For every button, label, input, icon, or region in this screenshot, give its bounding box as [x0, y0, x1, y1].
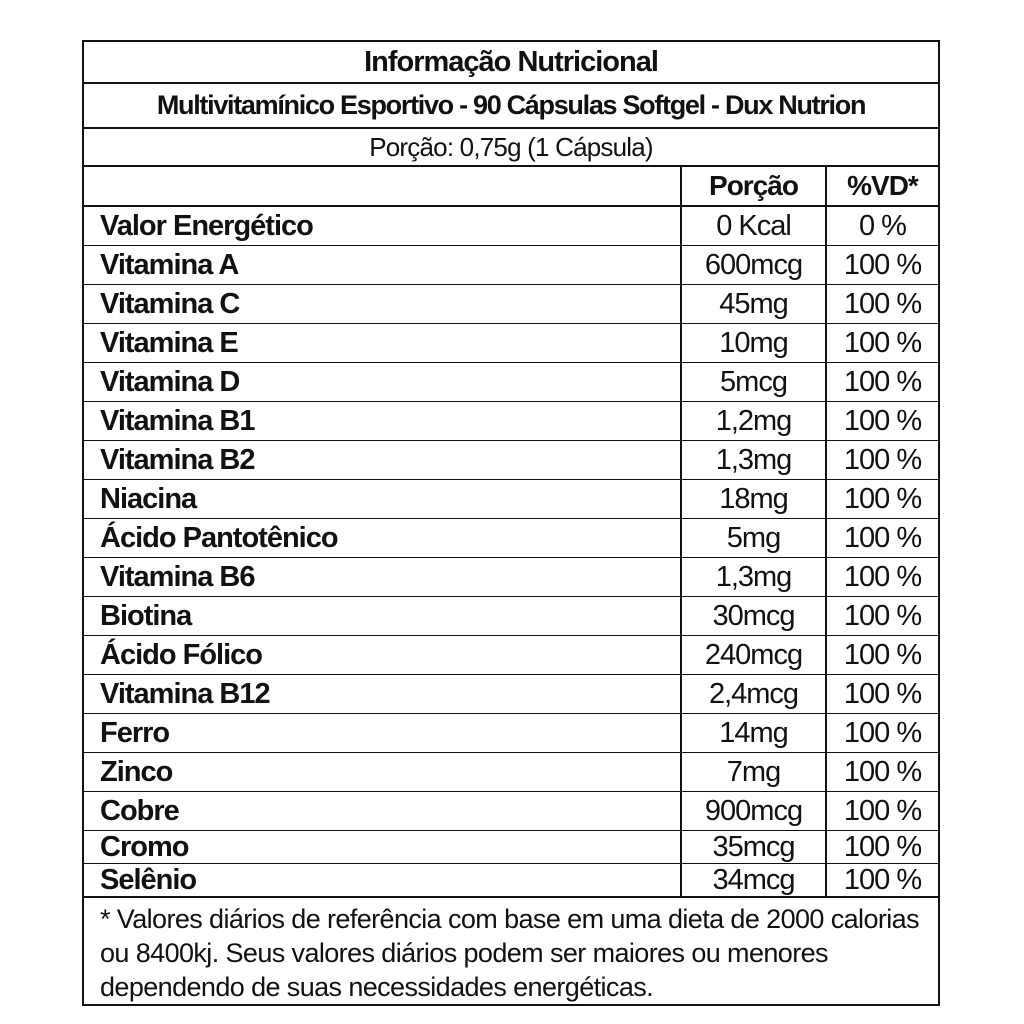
nutrient-daily-value: 100 %	[826, 675, 938, 714]
nutrient-name: Niacina	[84, 480, 681, 519]
nutrient-daily-value: 100 %	[826, 285, 938, 324]
table-row	[84, 675, 938, 714]
nutrient-portion: 0 Kcal	[681, 206, 826, 246]
nutrient-daily-value: 100 %	[826, 864, 938, 898]
nutrient-table	[84, 167, 938, 898]
nutrient-name: Vitamina B12	[84, 675, 681, 714]
serving-size: Porção: 0,75g (1 Cápsula)	[84, 129, 938, 167]
nutrient-portion: 2,4mcg	[681, 675, 826, 714]
table-row	[84, 597, 938, 636]
nutrient-daily-value: 100 %	[826, 753, 938, 792]
nutrient-daily-value: 100 %	[826, 831, 938, 864]
nutrient-name: Zinco	[84, 753, 681, 792]
nutrient-daily-value: 100 %	[826, 792, 938, 831]
nutrient-name: Cromo	[84, 831, 681, 864]
nutrient-name: Vitamina B6	[84, 558, 681, 597]
nutrient-daily-value: 100 %	[826, 246, 938, 285]
nutrient-name: Vitamina B2	[84, 441, 681, 480]
nutrient-portion: 5mcg	[681, 363, 826, 402]
nutrient-portion: 10mg	[681, 324, 826, 363]
nutrition-facts-label	[82, 40, 940, 1006]
table-row	[84, 831, 938, 864]
table-row	[84, 402, 938, 441]
nutrient-portion: 7mg	[681, 753, 826, 792]
nutrient-daily-value: 100 %	[826, 636, 938, 675]
nutrient-portion: 900mcg	[681, 792, 826, 831]
table-row	[84, 480, 938, 519]
nutrient-name: Ácido Fólico	[84, 636, 681, 675]
table-row	[84, 519, 938, 558]
table-row	[84, 324, 938, 363]
nutrient-portion: 18mg	[681, 480, 826, 519]
table-row	[84, 792, 938, 831]
table-row	[84, 246, 938, 285]
table-row	[84, 753, 938, 792]
nutrient-name: Cobre	[84, 792, 681, 831]
table-header-row	[84, 167, 938, 206]
nutrient-name: Ferro	[84, 714, 681, 753]
table-row	[84, 714, 938, 753]
table-row	[84, 285, 938, 324]
nutrient-daily-value: 100 %	[826, 363, 938, 402]
nutrient-name: Selênio	[84, 864, 681, 898]
nutrient-name: Vitamina D	[84, 363, 681, 402]
nutrient-name: Vitamina A	[84, 246, 681, 285]
table-row	[84, 206, 938, 246]
nutrient-name: Vitamina C	[84, 285, 681, 324]
footnote: * Valores diários de referência com base em uma dieta de 2000 calorias ou 8400kj. Seus valores diários podem ser maiores ou menores dependendo de suas necessidades energéticas.	[100, 904, 919, 1002]
nutrient-name: Ácido Pantotênico	[84, 519, 681, 558]
column-header-daily-value: %VD*	[826, 167, 938, 206]
nutrient-daily-value: 100 %	[826, 441, 938, 480]
nutrient-daily-value: 100 %	[826, 714, 938, 753]
label-title: Informação Nutricional	[84, 42, 938, 84]
nutrient-portion: 1,3mg	[681, 441, 826, 480]
nutrient-portion: 600mcg	[681, 246, 826, 285]
nutrient-name: Valor Energético	[84, 206, 681, 246]
table-row	[84, 558, 938, 597]
column-header-nutrient	[84, 167, 681, 206]
nutrient-portion: 240mcg	[681, 636, 826, 675]
nutrient-daily-value: 100 %	[826, 519, 938, 558]
nutrient-portion: 45mg	[681, 285, 826, 324]
nutrient-daily-value: 100 %	[826, 597, 938, 636]
table-row	[84, 636, 938, 675]
nutrient-portion: 30mcg	[681, 597, 826, 636]
product-name: Multivitamínico Esportivo - 90 Cápsulas Softgel - Dux Nutrion	[84, 84, 938, 129]
nutrient-daily-value: 100 %	[826, 480, 938, 519]
nutrient-portion: 1,2mg	[681, 402, 826, 441]
nutrient-daily-value: 100 %	[826, 558, 938, 597]
nutrient-portion: 14mg	[681, 714, 826, 753]
table-row	[84, 363, 938, 402]
nutrient-name: Vitamina E	[84, 324, 681, 363]
nutrient-name: Biotina	[84, 597, 681, 636]
nutrient-name: Vitamina B1	[84, 402, 681, 441]
nutrient-daily-value: 0 %	[826, 206, 938, 246]
column-header-portion: Porção	[681, 167, 826, 206]
nutrient-portion: 1,3mg	[681, 558, 826, 597]
nutrient-portion: 34mcg	[681, 864, 826, 898]
nutrient-daily-value: 100 %	[826, 402, 938, 441]
table-row	[84, 441, 938, 480]
table-row	[84, 864, 938, 898]
nutrient-daily-value: 100 %	[826, 324, 938, 363]
nutrient-portion: 35mcg	[681, 831, 826, 864]
nutrient-portion: 5mg	[681, 519, 826, 558]
